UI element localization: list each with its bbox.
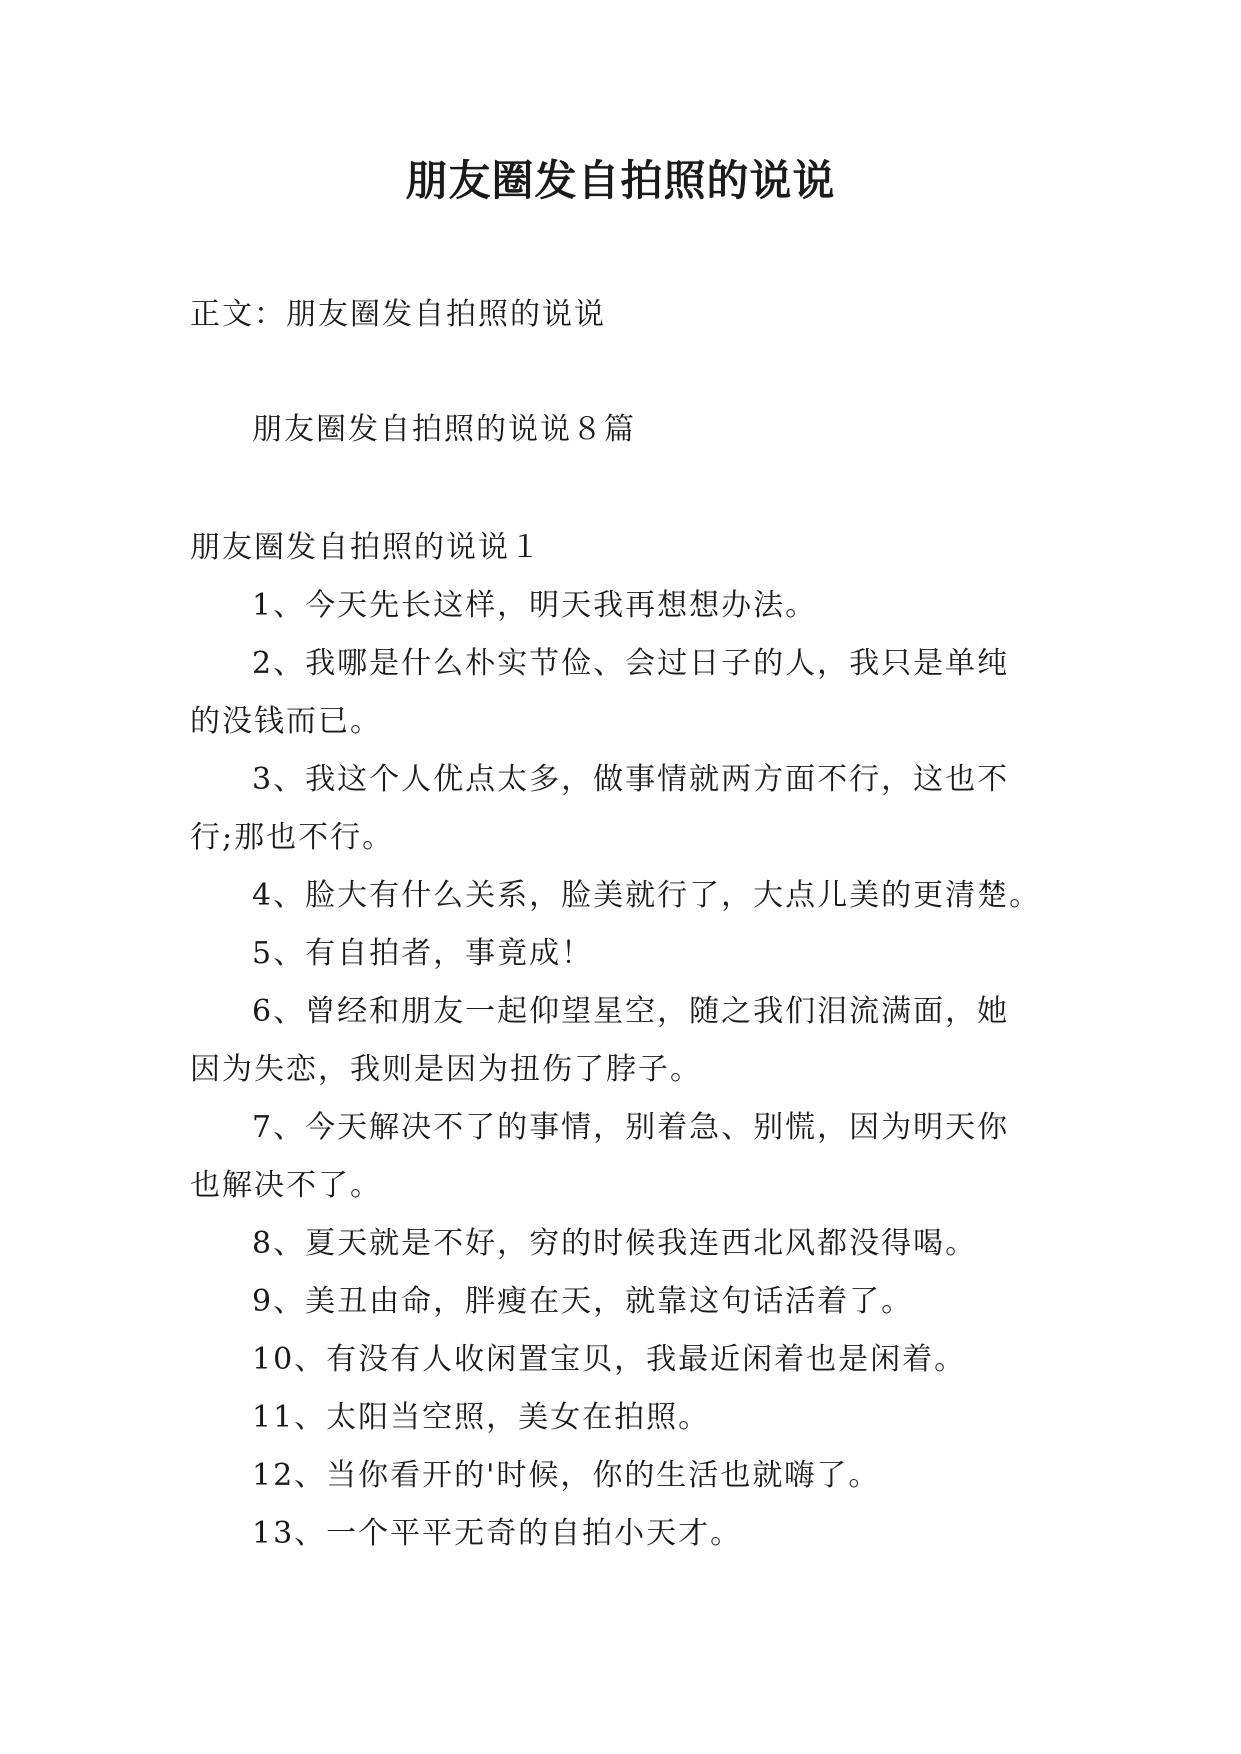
- list-item: 1、今天先长这样，明天我再想想办法。: [252, 588, 818, 623]
- list-item: 8、夏天就是不好，穷的时候我连西北风都没得喝。: [252, 1226, 978, 1261]
- list-item-continuation: 也解决不了。: [190, 1168, 382, 1203]
- list-item: 6、曾经和朋友一起仰望星空，随之我们泪流满面，她: [252, 994, 1010, 1029]
- list-item: 9、美丑由命，胖瘦在天，就靠这句话活着了。: [252, 1284, 914, 1319]
- document-subtitle: 朋友圈发自拍照的说说８篇: [252, 412, 636, 447]
- section-heading: 朋友圈发自拍照的说说１: [190, 530, 542, 565]
- list-item: 2、我哪是什么朴实节俭、会过日子的人，我只是单纯: [252, 646, 1010, 681]
- list-item: 12、当你看开的'时候，你的生活也就嗨了。: [252, 1458, 881, 1493]
- list-item: 10、有没有人收闲置宝贝，我最近闲着也是闲着。: [252, 1342, 967, 1377]
- body-label: 正文：朋友圈发自拍照的说说: [190, 297, 606, 332]
- list-item: 4、脸大有什么关系，脸美就行了，大点儿美的更清楚。: [252, 878, 1042, 913]
- list-item-continuation: 行;那也不行。: [190, 820, 395, 855]
- document-title: 朋友圈发自拍照的说说: [405, 156, 836, 205]
- list-item: 7、今天解决不了的事情，别着急、别慌，因为明天你: [252, 1110, 1010, 1145]
- list-item: 13、一个平平无奇的自拍小天才。: [252, 1516, 743, 1551]
- list-item-continuation: 的没钱而已。: [190, 704, 382, 739]
- list-item-continuation: 因为失恋，我则是因为扭伤了脖子。: [190, 1052, 702, 1087]
- list-item: 3、我这个人优点太多，做事情就两方面不行，这也不: [252, 762, 1010, 797]
- list-item: 5、有自拍者，事竟成！: [252, 936, 594, 971]
- list-item: 11、太阳当空照，美女在拍照。: [252, 1400, 711, 1435]
